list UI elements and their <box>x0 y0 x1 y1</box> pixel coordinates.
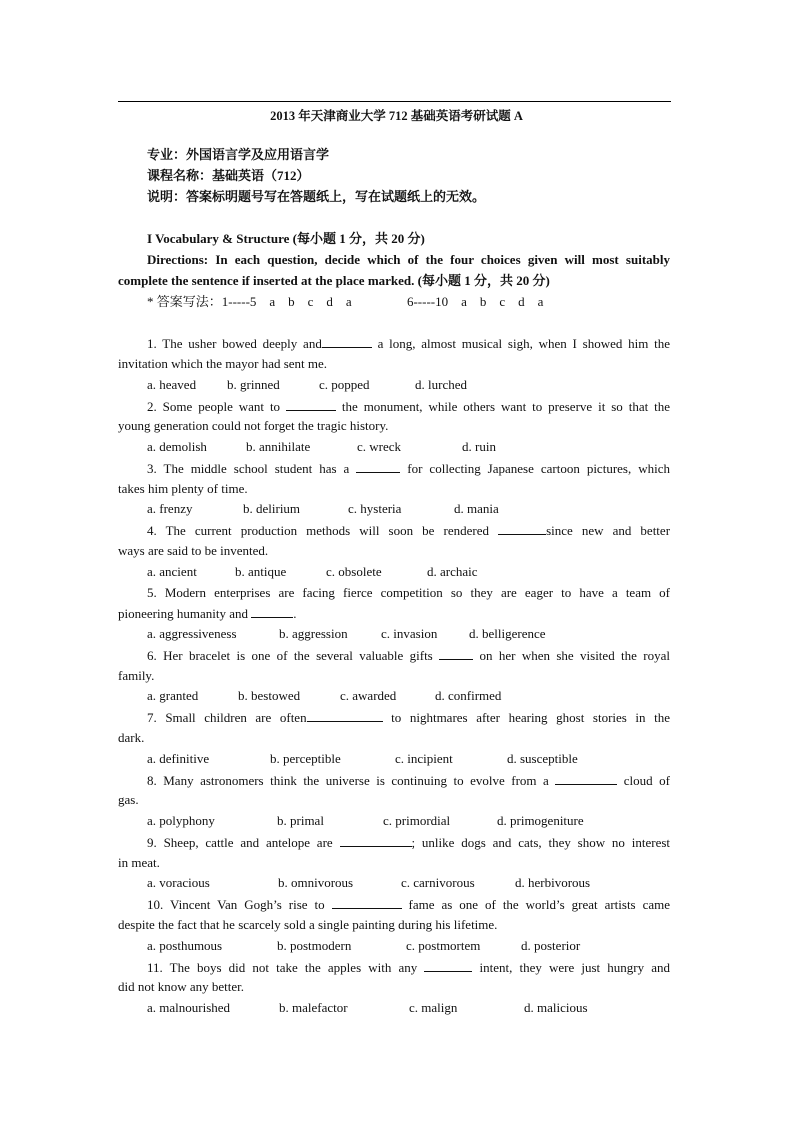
q5-text-a: pioneering humanity and <box>118 606 248 621</box>
q9-option-c: c. carnivorous <box>401 875 475 890</box>
q5-blank <box>251 605 293 618</box>
question-9 <box>147 834 670 851</box>
q5-option-b: b. aggression <box>279 626 348 641</box>
q1-text-b: a long, almost musical sigh, when I showed him the <box>371 336 670 351</box>
q2-text-a: 2. Some people want to <box>147 399 281 414</box>
question-6 <box>147 647 670 664</box>
q9-option-d: d. herbivorous <box>515 875 591 890</box>
q11-text-a: 11. The boys did not take the apples with any <box>147 960 418 975</box>
q7-text-b: to nightmares after hearing ghost stories in the <box>382 710 670 725</box>
q9-text-b: ; unlike dogs and cats, they show no interest <box>411 835 671 850</box>
q2-option-d: d. ruin <box>462 439 496 454</box>
question-3 <box>147 460 670 477</box>
q7-option-b: b. perceptible <box>270 751 341 766</box>
q7-text-a: 7. Small children are often <box>147 710 307 725</box>
q5-line-2 <box>118 605 296 622</box>
q6-option-a: a. granted <box>147 688 199 703</box>
directions-line-1: Directions: In each question, decide which of the four choices given will most suitably <box>147 252 670 267</box>
q1-blank <box>322 335 372 348</box>
q10-option-a: a. posthumous <box>147 938 223 953</box>
question-2 <box>147 398 670 415</box>
q4-blank <box>498 522 546 535</box>
question-5: 5. Modern enterprises are facing fierce competition so they are eager to have a team of <box>147 585 670 600</box>
q2-text-b: the monument, while others want to preserve it so that the <box>335 399 670 414</box>
q2-option-b: b. annihilate <box>246 439 311 454</box>
q11-option-c: c. malign <box>409 1000 458 1015</box>
q3-option-c: c. hysteria <box>348 501 402 516</box>
q3-text-b: for collecting Japanese cartoon pictures, which <box>400 461 670 476</box>
q2-blank <box>286 398 336 411</box>
question-1 <box>147 335 670 352</box>
q1-option-b: b. grinned <box>227 377 280 392</box>
q6-text-a: 6. Her bracelet is one of the several valuable gifts <box>147 648 433 663</box>
q9-text-a: 9. Sheep, cattle and antelope are <box>147 835 333 850</box>
page-title: 2013 年天津商业大学 712 基础英语考研试题 A <box>270 109 523 123</box>
q7-option-a: a. definitive <box>147 751 210 766</box>
q11-text-b: intent, they were just hungry and <box>472 960 670 975</box>
q6-blank <box>439 647 473 660</box>
course-line: 课程名称：基础英语（712） <box>147 168 310 183</box>
header-rule <box>118 101 671 102</box>
q9-blank <box>340 834 412 847</box>
directions-line-2: complete the sentence if inserted at the place marked. (每小题 1 分，共 20 分) <box>118 273 550 288</box>
q6-option-d: d. confirmed <box>435 688 502 703</box>
question-8 <box>147 772 670 789</box>
q4-option-c: c. obsolete <box>326 564 382 579</box>
q1-line-2: invitation which the mayor had sent me. <box>118 356 328 371</box>
question-11 <box>147 959 670 976</box>
q7-line-2: dark. <box>118 730 145 745</box>
q10-option-b: b. postmodern <box>277 938 352 953</box>
major-line: 专业：外国语言学及应用语言学 <box>147 147 330 162</box>
q6-text-b: on her when she visited the royal <box>473 648 671 663</box>
q8-blank <box>555 772 617 785</box>
q4-line-2: ways are said to be invented. <box>118 543 269 558</box>
q10-line-2: despite the fact that he scarcely sold a single painting during his lifetime. <box>118 917 498 932</box>
q11-option-b: b. malefactor <box>279 1000 348 1015</box>
q5-text-b: . <box>293 606 297 621</box>
q7-option-d: d. susceptible <box>507 751 578 766</box>
q4-option-d: d. archaic <box>427 564 478 579</box>
section-heading: I Vocabulary & Structure (每小题 1 分，共 20 分) <box>147 231 425 246</box>
q9-line-2: in meat. <box>118 855 160 870</box>
q6-option-b: b. bestowed <box>238 688 301 703</box>
q5-option-a: a. aggressiveness <box>147 626 237 641</box>
q6-line-2: family. <box>118 668 155 683</box>
q3-line-2: takes him plenty of time. <box>118 481 248 496</box>
q4-text-a: 4. The current production methods will soon be rendered <box>147 523 489 538</box>
q3-blank <box>356 460 400 473</box>
q9-option-a: a. voracious <box>147 875 210 890</box>
q3-option-b: b. delirium <box>243 501 301 516</box>
note-line: 说明：答案标明题号写在答题纸上，写在试题纸上的无效。 <box>147 189 486 204</box>
question-4 <box>147 522 670 539</box>
q2-option-c: c. wreck <box>357 439 402 454</box>
q11-option-a: a. malnourished <box>147 1000 231 1015</box>
q8-line-2: gas. <box>118 792 139 807</box>
q11-option-d: d. malicious <box>524 1000 588 1015</box>
q4-text-b: since new and better <box>546 523 671 538</box>
question-7 <box>147 709 670 726</box>
q5-option-c: c. invasion <box>381 626 438 641</box>
q4-option-a: a. ancient <box>147 564 197 579</box>
q8-option-a: a. polyphony <box>147 813 215 828</box>
q8-option-b: b. primal <box>277 813 324 828</box>
q3-option-d: d. mania <box>454 501 499 516</box>
q3-option-a: a. frenzy <box>147 501 193 516</box>
q11-line-2: did not know any better. <box>118 979 245 994</box>
q10-blank <box>332 896 402 909</box>
q10-text-b: fame as one of the world’s great artists came <box>401 897 671 912</box>
q1-option-c: c. popped <box>319 377 370 392</box>
q4-option-b: b. antique <box>235 564 287 579</box>
question-10 <box>147 896 670 913</box>
q1-option-a: a. heaved <box>147 377 197 392</box>
q7-option-c: c. incipient <box>395 751 453 766</box>
q2-option-a: a. demolish <box>147 439 207 454</box>
q9-option-b: b. omnivorous <box>278 875 354 890</box>
q1-text-a: 1. The usher bowed deeply and <box>147 336 322 351</box>
q11-blank <box>424 959 472 972</box>
q8-text-a: 8. Many astronomers think the universe is continuing to evolve from a <box>147 773 549 788</box>
q5-option-d: d. belligerence <box>469 626 546 641</box>
q10-option-d: d. posterior <box>521 938 581 953</box>
q10-text-a: 10. Vincent Van Gogh’s rise to <box>147 897 325 912</box>
q8-option-c: c. primordial <box>383 813 451 828</box>
q8-text-b: cloud of <box>617 773 670 788</box>
q6-option-c: c. awarded <box>340 688 397 703</box>
q2-line-2: young generation could not forget the tragic history. <box>118 418 389 433</box>
q3-text-a: 3. The middle school student has a <box>147 461 350 476</box>
q7-blank <box>307 709 383 722</box>
answer-format: * 答案写法：1-----5 a b c d a 6-----10 a b c d a <box>147 294 544 309</box>
q8-option-d: d. primogeniture <box>497 813 584 828</box>
q1-option-d: d. lurched <box>415 377 467 392</box>
q10-option-c: c. postmortem <box>406 938 481 953</box>
